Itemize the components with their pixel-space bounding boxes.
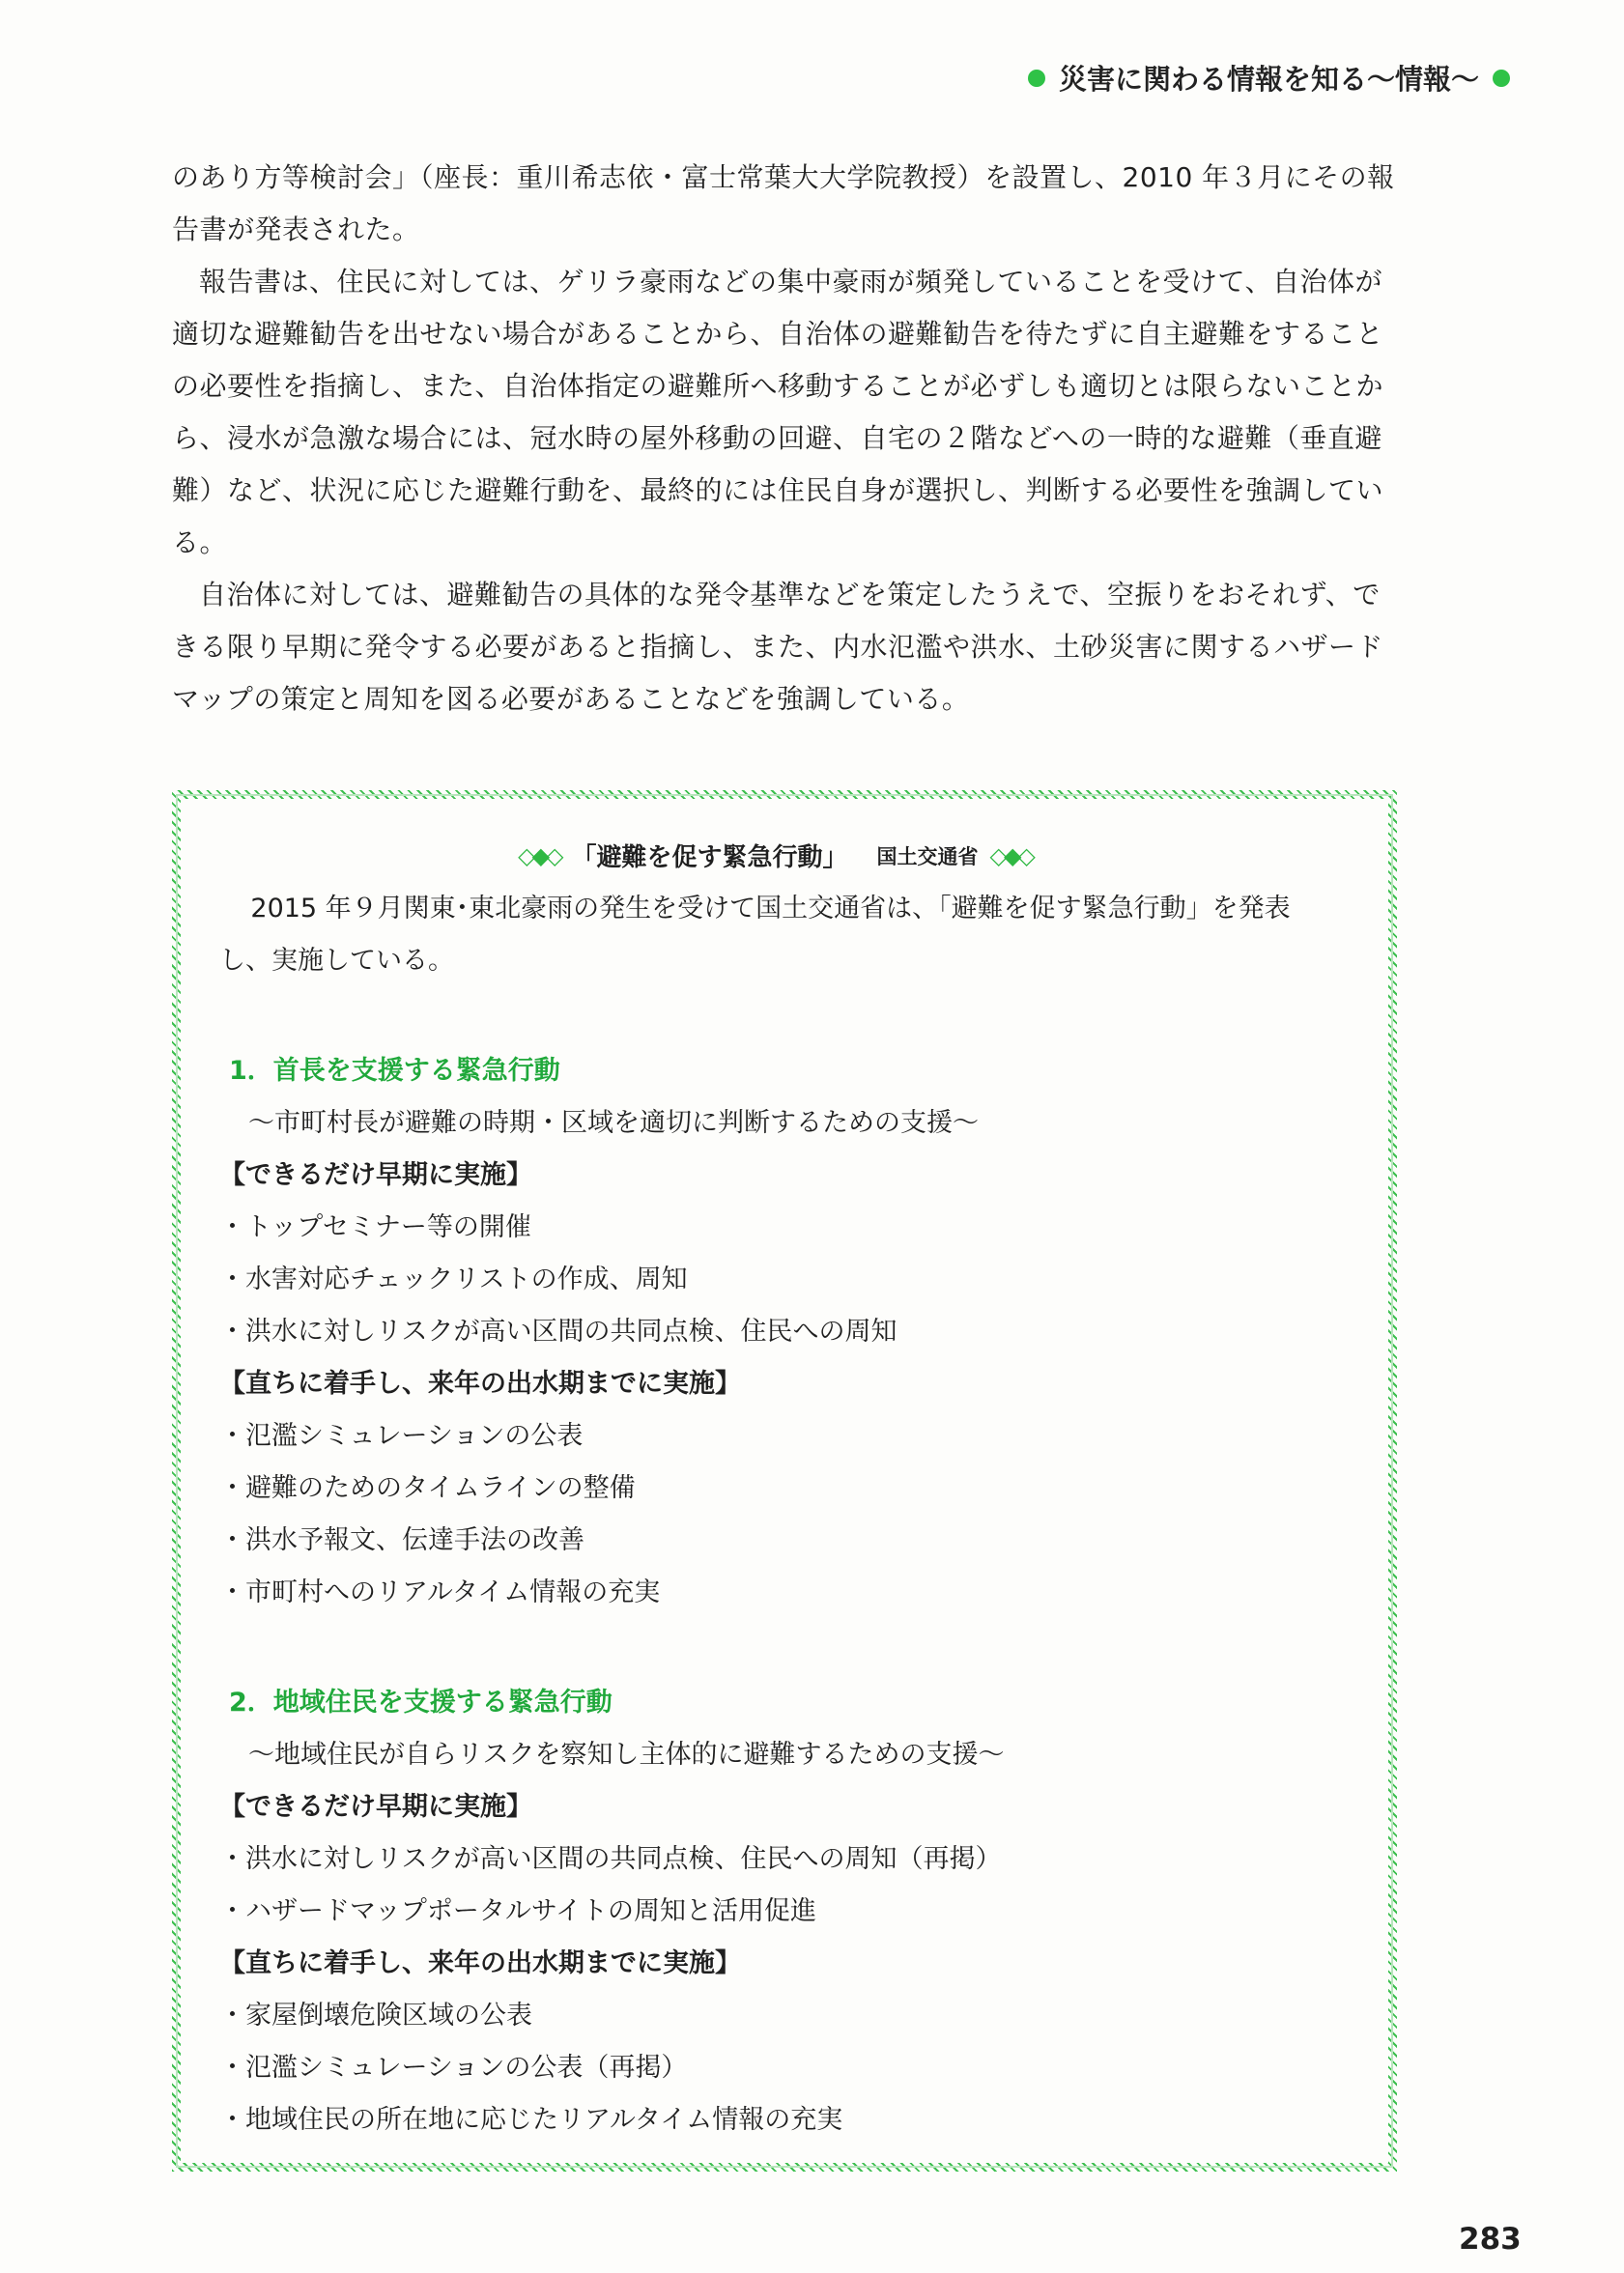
bullet-dot-icon — [1493, 70, 1510, 87]
box-intro: 2015 年９月関東･東北豪雨の発生を受けて国土交通省は、「避難を促す緊急行動」を発表し、実施している。 — [219, 894, 1291, 976]
running-header — [1028, 58, 1510, 98]
list-item: ・避難のためのタイムラインの整備 — [219, 1473, 636, 1503]
list-item: ・洪水に対しリスクが高い区間の共同点検、住民への周知 — [219, 1317, 897, 1347]
box-title — [219, 838, 1330, 873]
category-label: 【直ちに着手し、来年の出水期までに実施】 — [219, 1369, 741, 1399]
list-item: ・市町村へのリアルタイム情報の充実 — [219, 1577, 661, 1607]
list-item: ・氾濫シミュレーションの公表 — [219, 1421, 584, 1451]
page-number: 283 — [1459, 2222, 1522, 2257]
action-list — [219, 1410, 1330, 1619]
emergency-action-box — [172, 790, 1397, 2172]
bullet-dot-icon — [1028, 70, 1045, 87]
action-list — [219, 1202, 1330, 1358]
category-label: 【できるだけ早期に実施】 — [219, 1160, 532, 1190]
section-subtitle: 〜市町村長が避難の時期・区域を適切に判断するための支援〜 — [248, 1108, 979, 1138]
diamond-ornament-icon: ◇◆◇ — [989, 841, 1032, 869]
list-item: ・氾濫シミュレーションの公表（再掲） — [219, 2053, 688, 2083]
list-item: ・家屋倒壊危険区域の公表 — [219, 2001, 532, 2031]
list-item: ・水害対応チェックリストの作成、周知 — [219, 1264, 688, 1294]
box-title-text: 「避難を促す緊急行動」 — [571, 843, 848, 872]
list-item: ・地域住民の所在地に応じたリアルタイム情報の充実 — [219, 2105, 843, 2135]
box-source: 国土交通省 — [876, 844, 979, 868]
section-subtitle: 〜地域住民が自らリスクを察知し主体的に避難するための支援〜 — [248, 1740, 1005, 1770]
intro-text — [172, 152, 1404, 725]
list-item: ・ハザードマップポータルサイトの周知と活用促進 — [219, 1896, 817, 1926]
section-title: 1．首長を支援する緊急行動 — [229, 1056, 560, 1086]
category-label: 【できるだけ早期に実施】 — [219, 1792, 532, 1822]
category-label: 【直ちに着手し、来年の出水期までに実施】 — [219, 1948, 741, 1978]
intro-paragraph: 報告書は、住民に対しては、ゲリラ豪雨などの集中豪雨が頻発していることを受けて、自治体が適切な避難勧告を出せない場合があることから、自治体の避難勧告を待たずに自主避難をすることの必要性を指摘し、また、自治体指定の避難所へ移動することが必ずしも適切とは限らないことから、浸水が急激な場合には、冠水時の屋外移動の回避、自宅の２階などへの一時的な避難（垂直避難）など、状況に応じた避難行動を、最終的には住民自身が選択し、判断する必要性を強調している。 — [172, 266, 1384, 558]
list-item: ・トップセミナー等の開催 — [219, 1212, 531, 1242]
action-list — [219, 1990, 1330, 2146]
header-title: 災害に関わる情報を知る〜情報〜 — [1058, 63, 1479, 96]
diamond-ornament-icon: ◇◆◇ — [518, 841, 560, 869]
intro-paragraph: のあり方等検討会」（座長：重川希志依・富士常葉大大学院教授）を設置し、2010 年３月にその報告書が発表された。 — [172, 161, 1395, 245]
intro-paragraph: 自治体に対しては、避難勧告の具体的な発令基準などを策定したうえで、空振りをおそれず、できる限り早期に発令する必要があると指摘し、また、内水氾濫や洪水、土砂災害に関するハザードマップの策定と周知を図る必要があることなどを強調している。 — [172, 579, 1384, 715]
list-item: ・洪水に対しリスクが高い区間の共同点検、住民への周知（再掲） — [219, 1844, 1002, 1874]
section-title: 2．地域住民を支援する緊急行動 — [229, 1688, 613, 1718]
list-item: ・洪水予報文、伝達手法の改善 — [219, 1525, 584, 1555]
action-list — [219, 1833, 1330, 1938]
